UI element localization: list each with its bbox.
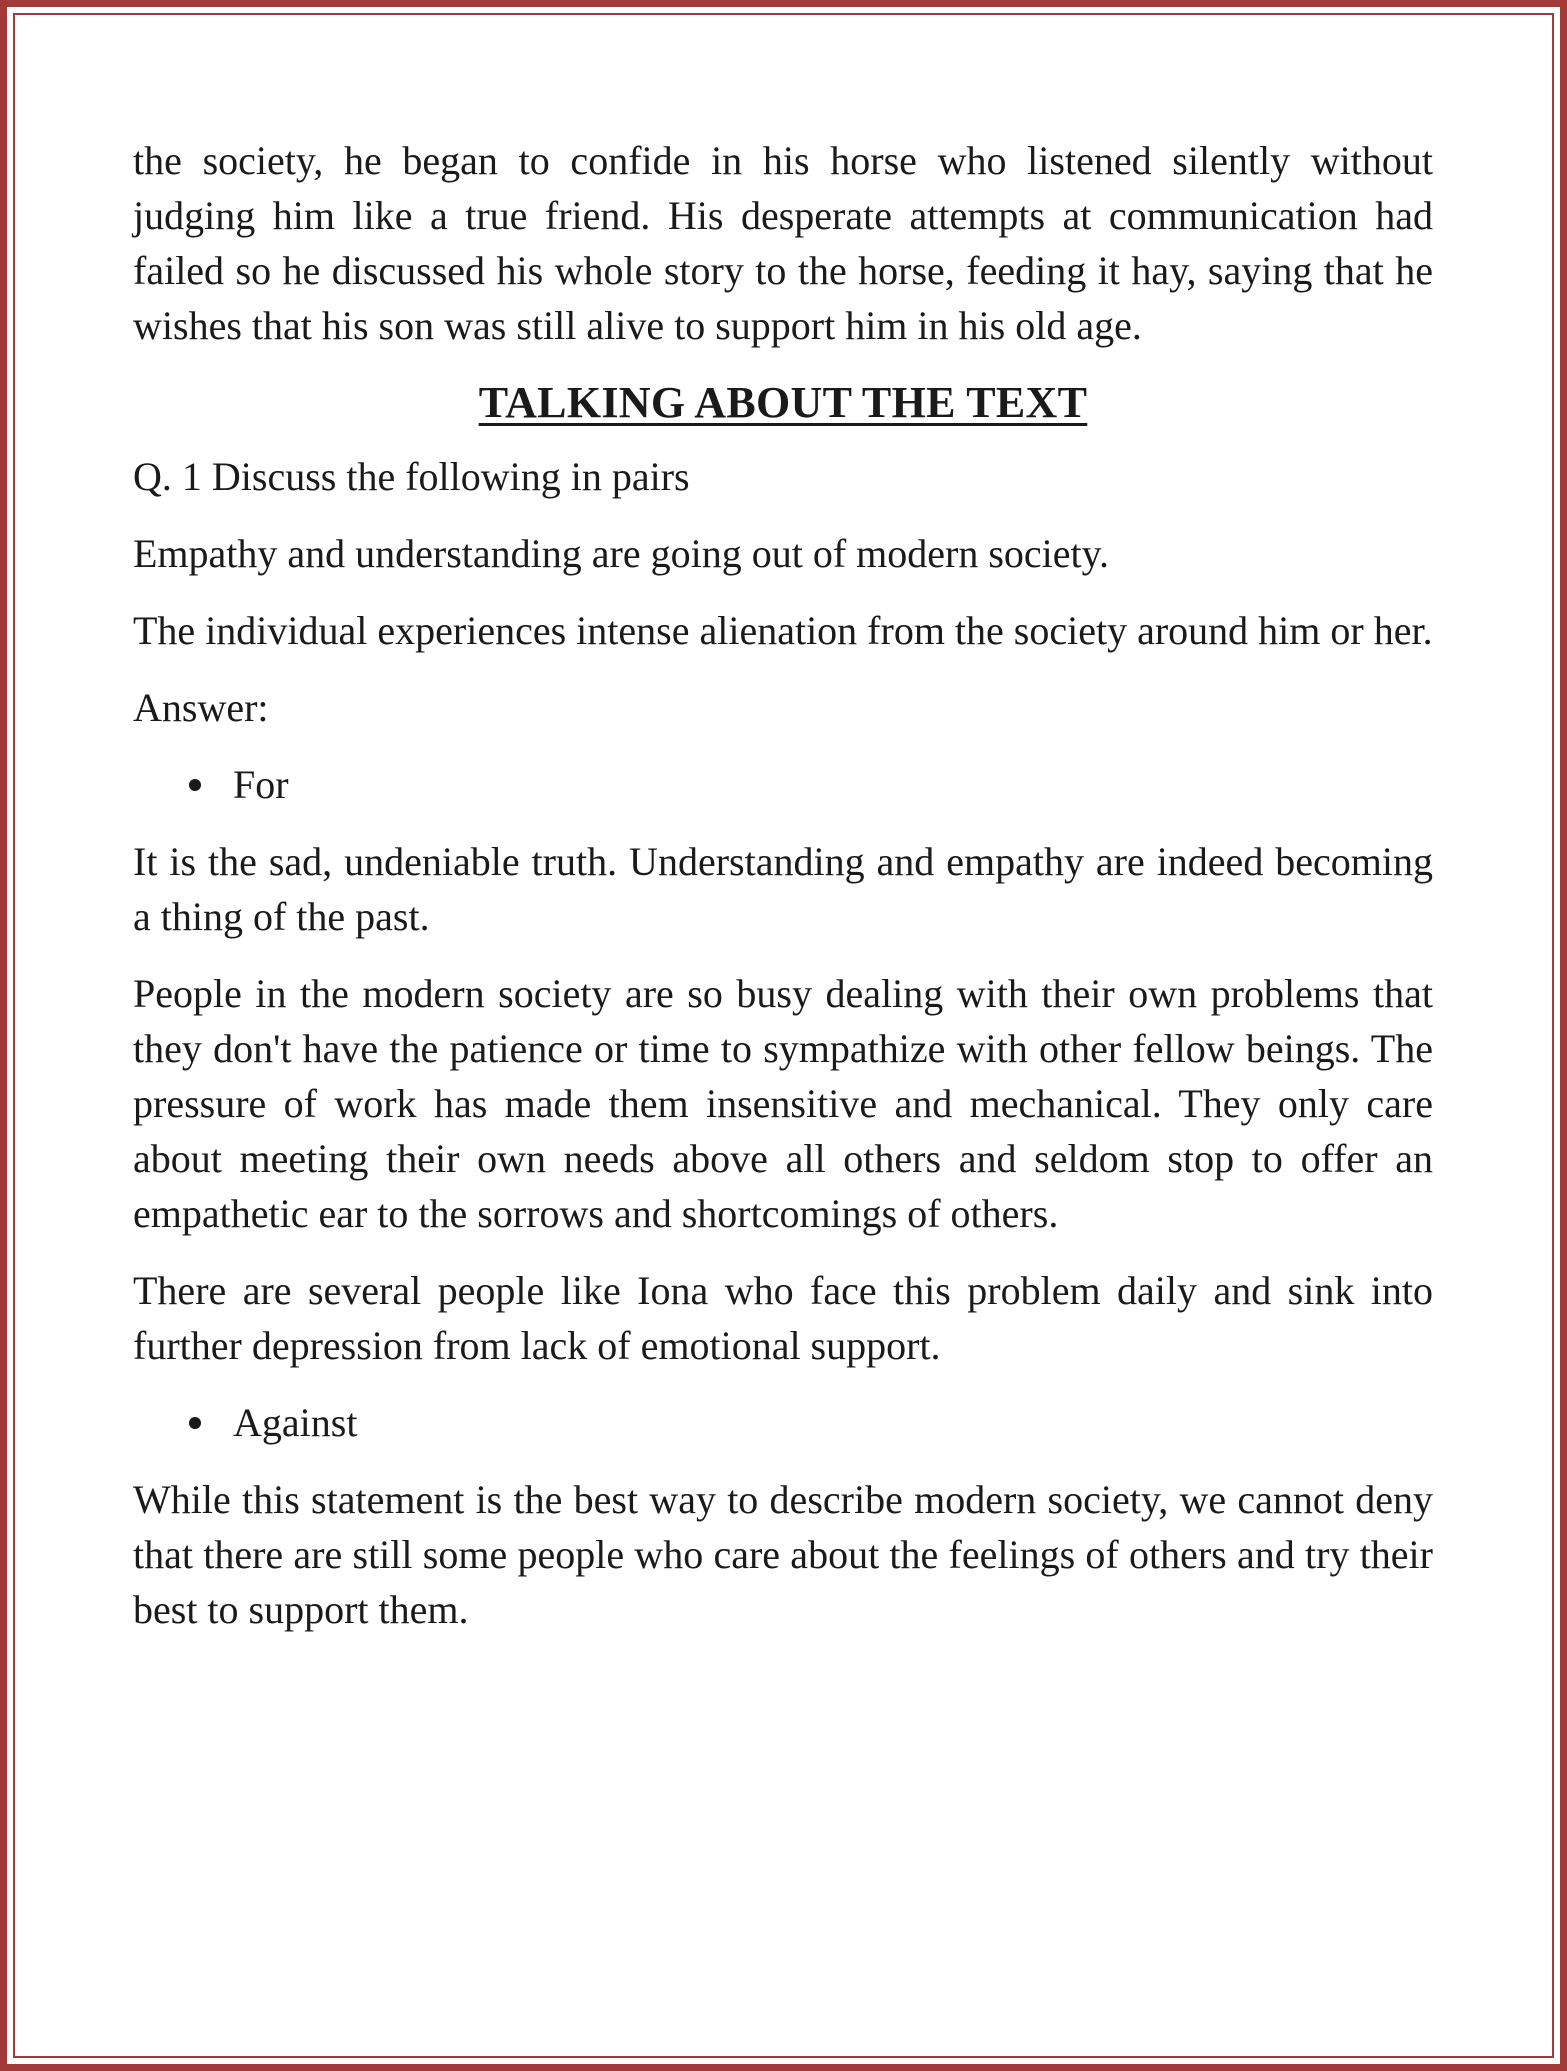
bullet-for — [133, 757, 1433, 812]
for-paragraph-2: People in the modern society are so busy dealing with their own problems that they don't have the patience or time to sympathize with other fellow beings. The pressure of work has made them insensitive and mechanical. They only care about meeting their own needs above all others and seldom stop to offer an empathetic ear to the sorrows and shortcomings of others. — [133, 971, 1433, 1236]
question-text: Q. 1 Discuss the following in pairs — [133, 454, 690, 499]
against-paragraph-1: While this statement is the best way to describe modern society, we cannot deny that there are still some people who care about the feelings of others and try their best to support them. — [133, 1477, 1433, 1632]
bullet-dot-icon — [189, 1417, 201, 1429]
bullet-against-label: Against — [233, 1400, 358, 1445]
section-heading: TALKING ABOUT THE TEXT — [478, 378, 1088, 427]
statement-2: The individual experiences intense alienation from the society around him or her. — [133, 608, 1433, 653]
for-paragraph-1: It is the sad, undeniable truth. Understanding and empathy are indeed becoming a thing of the past. — [133, 839, 1433, 939]
bullet-against — [133, 1395, 1433, 1450]
continuation-paragraph: the society, he began to confide in his horse who listened silently without judging him like a true friend. His desperate attempts at communication had failed so he discussed his whole story to the horse, feeding it hay, saying that he wishes that his son was still alive to support him in his old age. — [133, 138, 1433, 348]
answer-label: Answer: — [133, 685, 269, 730]
bullet-for-label: For — [233, 762, 289, 807]
statement-1: Empathy and understanding are going out of modern society. — [133, 531, 1110, 576]
page-content — [133, 133, 1433, 1637]
for-paragraph-3: There are several people like Iona who face this problem daily and sink into further depression from lack of emotional support. — [133, 1268, 1433, 1368]
bullet-dot-icon — [189, 779, 201, 791]
